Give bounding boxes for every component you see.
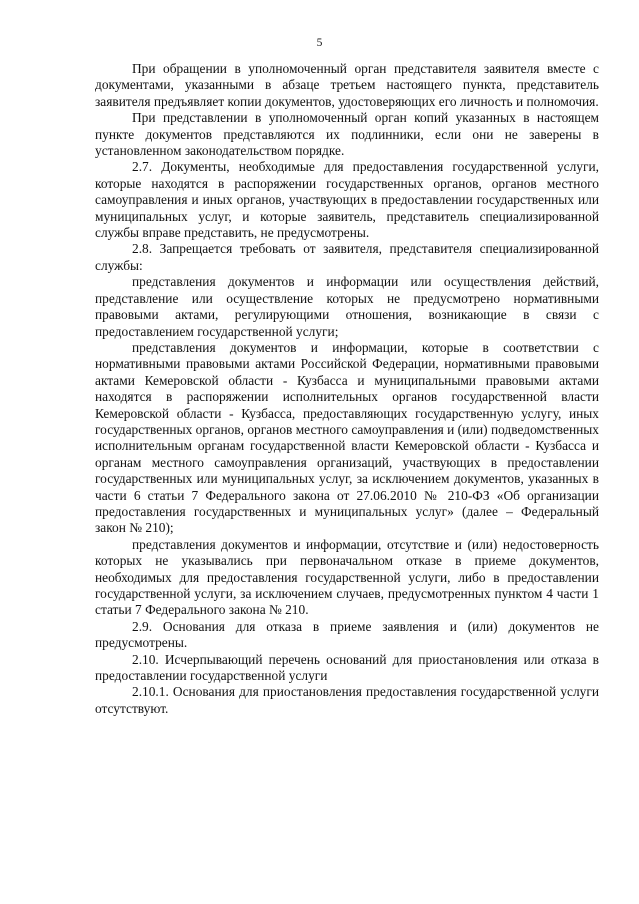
paragraph-2-10-1: 2.10.1. Основания для приостановления предоставления государственной услуги отсутствуют.: [95, 684, 599, 716]
paragraph-originals: При представлении в уполномоченный орган копий указанных в настоящем пункте документов представляются их подлинники, если они не заверены в установленном законодательством порядке.: [95, 110, 599, 159]
page-number: 5: [316, 37, 323, 49]
paragraph-2-8-item-2: представления документов и информации, которые в соответствии с нормативными правовыми актами Российской Федерации, нормативными правовыми актами Кемеровской области - Кузбасса и муниципальными правовыми актами находятся в распоряжении исполнительных органов государственной власти Кемеровской области - Кузбасса, предоставляющих государственную услугу, иных государственных органов, органов местного самоуправления и (или) подведомственных исполнительным органам государственной власти Кемеровской области - Кузбасса и органам местного самоуправления организаций, участвующих в предоставлении государственных или муниципальных услуг, за исключением документов, указанных в части 6 статьи 7 Федерального закона от 27.06.2010 № 210-ФЗ «Об организации предоставления государственных и муниципальных услуг» (далее – Федеральный закон № 210);: [95, 339, 599, 536]
paragraph-2-8: 2.8. Запрещается требовать от заявителя, представителя специализированной службы:: [95, 241, 599, 273]
paragraph-representative-documents: При обращении в уполномоченный орган представителя заявителя вместе с документами, указанными в абзаце третьем настоящего пункта, представитель заявителя предъявляет копии документов, удостоверяющих его личность и полномочия.: [95, 61, 599, 109]
paragraph-2-10: 2.10. Исчерпывающий перечень оснований для приостановления или отказа в предоставлении государственной услуги: [95, 651, 599, 684]
paragraph-2-9: 2.9. Основания для отказа в приеме заявления и (или) документов не предусмотрены.: [95, 618, 599, 651]
paragraph-2-8-item-1: представления документов и информации или осуществления действий, представление или осуществление которых не предусмотрено нормативными правовыми актами, регулирующими отношения, возникающие в связи с предоставлением государственной услуги;: [95, 274, 599, 339]
document-body: [95, 61, 599, 717]
paragraph-2-7: 2.7. Документы, необходимые для предоставления государственной услуги, которые находятся в распоряжении государственных органов, органов местного самоуправления и иных органов, участвующих в предоставлении государственных или муниципальных услуг, и которые заявитель, представитель специализированной службы вправе представить, не предусмотрены.: [95, 159, 599, 241]
paragraph-2-8-item-3: представления документов и информации, отсутствие и (или) недостоверность которых не указывались при первоначальном отказе в приеме документов, необходимых для предоставления государственной услуги, либо в предоставлении государственной услуги, за исключением случаев, предусмотренных пунктом 4 части 1 статьи 7 Федерального закона № 210.: [95, 536, 599, 618]
